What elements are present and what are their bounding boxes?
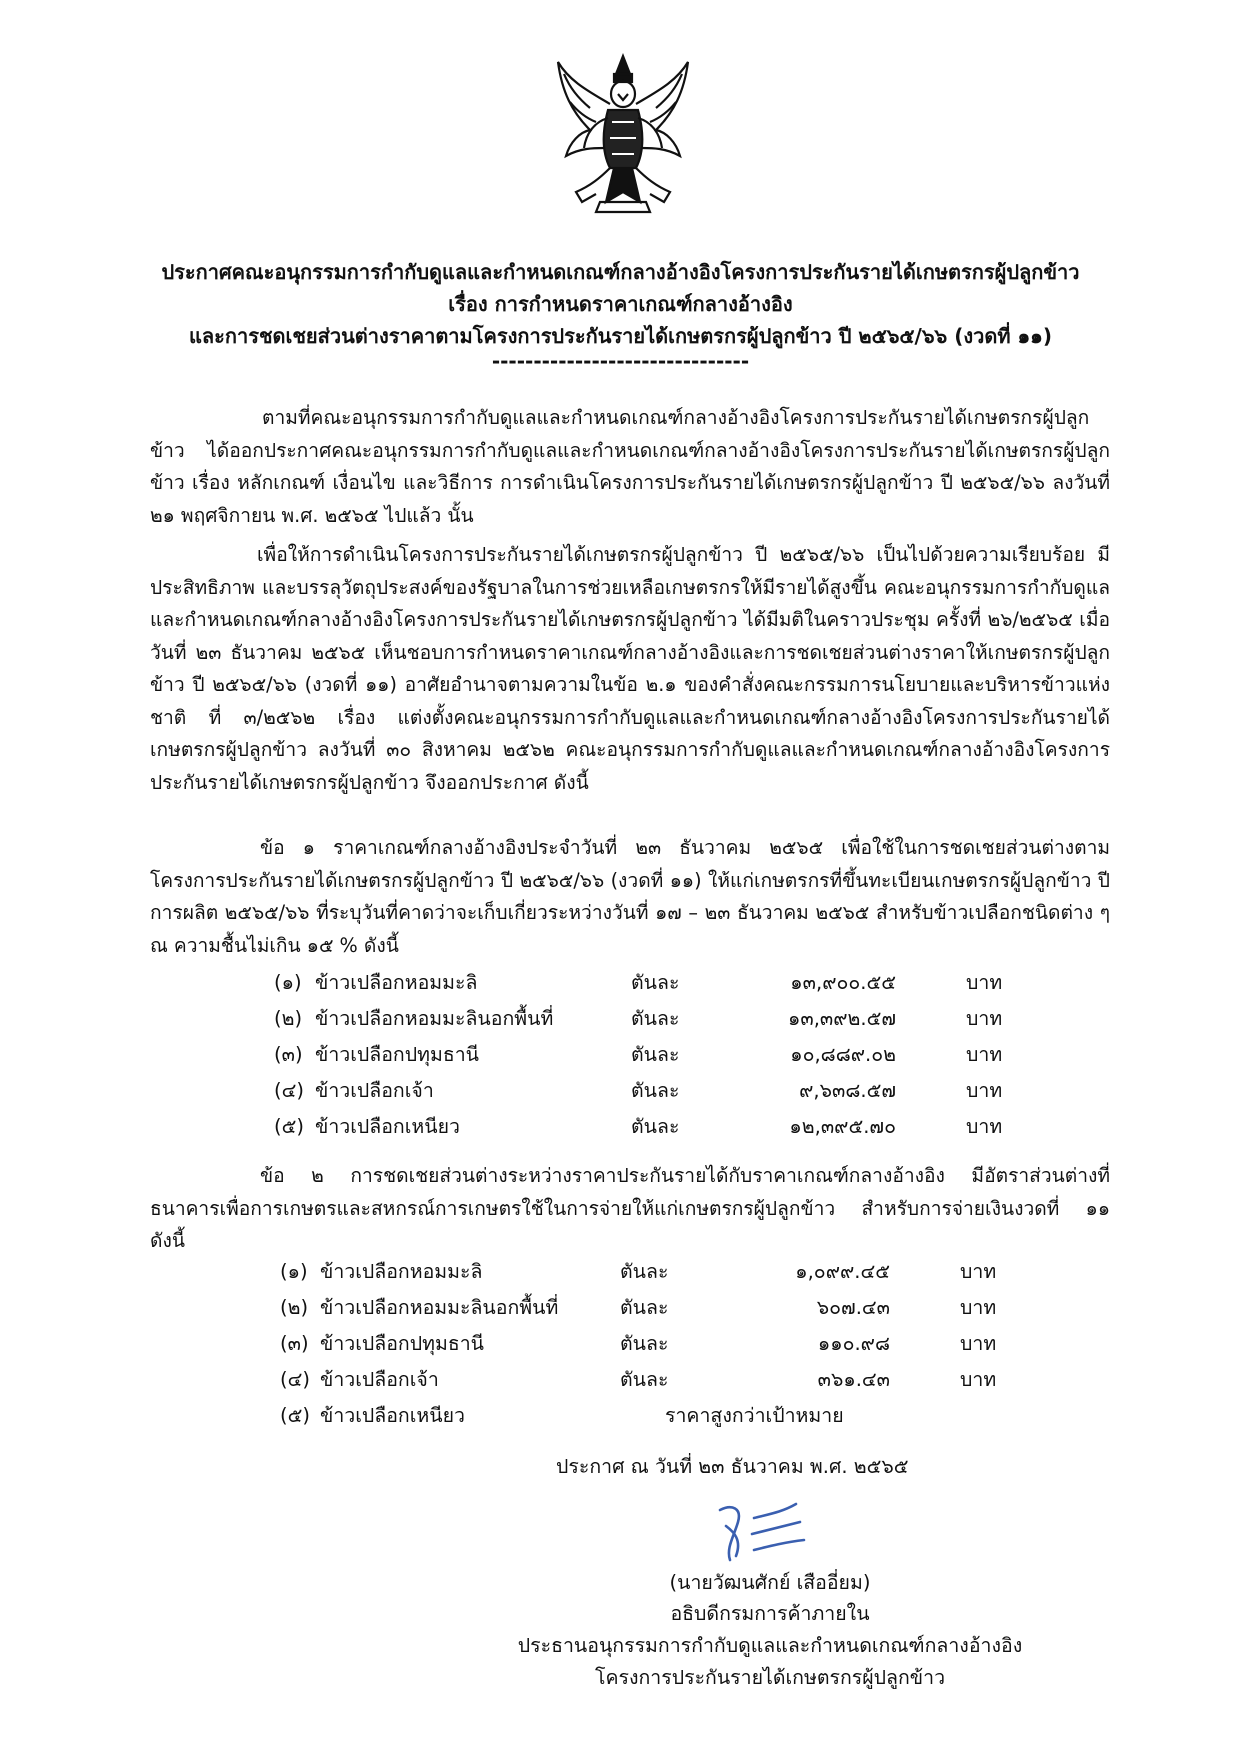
unit-label: ตันละ xyxy=(620,1260,669,1283)
price-value: ๑๑๐.๙๘ xyxy=(817,1332,890,1355)
rice-type: ข้าวเปลือกเจ้า xyxy=(320,1368,439,1391)
currency-label: บาท xyxy=(966,1079,1003,1102)
paragraph-2: เพื่อให้การดำเนินโครงการประกันรายได้เกษตรกรผู้ปลูกข้าว ปี ๒๕๖๕/๖๖ เป็นไปด้วยความเรียบร้อย มีประสิทธิภาพ และบรรลุวัตถุประสงค์ของรัฐบาลในการช่วยเหลือเกษตรกรให้มีรายได้สูงขึ้น คณะอนุกรรมการกำกับดูแลและกำหนดเกณฑ์กลางอ้างอิงโครงการประกันรายได้เกษตรกรผู้ปลูกข้าว ได้มีมติในคราวประชุม ครั้งที่ ๒๖/๒๕๖๕ เมื่อวันที่ ๒๓ ธันวาคม ๒๕๖๕ เห็นชอบการกำหนดราคาเกณฑ์กลางอ้างอิงและการชดเชยส่วนต่างราคาให้เกษตรกรผู้ปลูกข้าว ปี ๒๕๖๕/๖๖ (งวดที่ ๑๑) อาศัยอำนาจตามความในข้อ ๒.๑ ของคำสั่งคณะกรรมการนโยบายและบริหารข้าวแห่งชาติ ที่ ๓/๒๕๖๒ เรื่อง แต่งตั้งคณะอนุกรรมการกำกับดูแลและกำหนดเกณฑ์กลางอ้างอิงโครงการประกันรายได้เกษตรกรผู้ปลูกข้าว ลงวันที่ ๓๐ สิงหาคม ๒๕๖๒ คณะอนุกรรมการกำกับดูแลและกำหนดเกณฑ์กลางอ้างอิงโครงการประกันรายได้เกษตรกรผู้ปลูกข้าว จึงออกประกาศ ดังนี้ xyxy=(150,543,1110,794)
title-line-2: เรื่อง การกำหนดราคาเกณฑ์กลางอ้างอิง xyxy=(448,292,793,316)
unit-label: ตันละ xyxy=(620,1332,669,1355)
rice-type: ข้าวเปลือกหอมมะลินอกพื้นที่ xyxy=(320,1296,559,1319)
row-index: (๑) xyxy=(274,971,302,994)
price-value: ๑๓,๙๐๐.๕๕ xyxy=(790,971,896,994)
rice-type: ข้าวเปลือกปทุมธานี xyxy=(320,1332,485,1355)
currency-label: บาท xyxy=(966,1115,1003,1138)
currency-label: บาท xyxy=(966,971,1003,994)
title-line-1: ประกาศคณะอนุกรรมการกำกับดูแลและกำหนดเกณฑ์กลางอ้างอิงโครงการประกันรายได้เกษตรกรผู้ปลูกข้าว xyxy=(161,260,1080,284)
currency-label: บาท xyxy=(960,1368,997,1391)
paragraph-3-clause-1: ข้อ ๑ ราคาเกณฑ์กลางอ้างอิงประจำวันที่ ๒๓ ธันวาคม ๒๕๖๕ เพื่อใช้ในการชดเชยส่วนต่างตามโครงการประกันรายได้เกษตรกรผู้ปลูกข้าว ปี ๒๕๖๕/๖๖ (งวดที่ ๑๑) ให้แก่เกษตรกรที่ขึ้นทะเบียนเกษตรกรผู้ปลูกข้าว ปีการผลิต ๒๕๖๕/๖๖ ที่ระบุวันที่คาดว่าจะเก็บเกี่ยวระหว่างวันที่ ๑๗ – ๒๓ ธันวาคม ๒๕๖๕ สำหรับข้าวเปลือกชนิดต่าง ๆ ณ ความชื้นไม่เกิน ๑๕ % ดังนี้ xyxy=(150,836,1110,957)
currency-label: บาท xyxy=(960,1332,997,1355)
currency-label: บาท xyxy=(966,1007,1003,1030)
unit-label: ตันละ xyxy=(620,1296,669,1319)
rice-type: ข้าวเปลือกเจ้า xyxy=(315,1079,434,1102)
announcement-date: ประกาศ ณ วันที่ ๒๓ ธันวาคม พ.ศ. ๒๕๖๕ xyxy=(556,1455,909,1478)
row-index: (๔) xyxy=(274,1079,304,1102)
row-index: (๔) xyxy=(280,1368,310,1391)
rice-type: ข้าวเปลือกเหนียว xyxy=(315,1115,460,1138)
signer-name: (นายวัฒนศักย์ เสืออี่ยม) xyxy=(669,1571,871,1594)
rice-type: ข้าวเปลือกเหนียว xyxy=(320,1404,465,1427)
price-value: ๑๐,๘๘๙.๐๒ xyxy=(790,1043,896,1066)
unit-label: ตันละ xyxy=(631,971,680,994)
row-index: (๕) xyxy=(280,1404,310,1427)
title-line-3: และการชดเชยส่วนต่างราคาตามโครงการประกันรายได้เกษตรกรผู้ปลูกข้าว ปี ๒๕๖๕/๖๖ (งวดที่ ๑๑) xyxy=(188,324,1052,348)
price-value: ๓๖๑.๔๓ xyxy=(817,1368,890,1391)
signer-position-1: อธิบดีกรมการค้าภายใน xyxy=(670,1602,870,1625)
price-value: ๙,๖๓๘.๕๗ xyxy=(799,1079,896,1102)
signer-position-3: โครงการประกันรายได้เกษตรกรผู้ปลูกข้าว xyxy=(594,1666,946,1689)
row-index: (๑) xyxy=(280,1260,308,1283)
price-value: ๖๐๗.๔๓ xyxy=(816,1296,890,1319)
note-text: ราคาสูงกว่าเป้าหมาย xyxy=(665,1404,844,1427)
currency-label: บาท xyxy=(960,1260,997,1283)
paragraph-1: ตามที่คณะอนุกรรมการกำกับดูแลและกำหนดเกณฑ์กลางอ้างอิงโครงการประกันรายได้เกษตรกรผู้ปลูกข้าว ได้ออกประกาศคณะอนุกรรมการกำกับดูแลและกำหนดเกณฑ์กลางอ้างอิงโครงการประกันรายได้เกษตรกรผู้ปลูกข้าว เรื่อง หลักเกณฑ์ เงื่อนไข และวิธีการ การดำเนินโครงการประกันรายได้เกษตรกรผู้ปลูกข้าว ปี ๒๕๖๕/๖๖ ลงวันที่ ๒๑ พฤศจิกายน พ.ศ. ๒๕๖๕ ไปแล้ว นั้น xyxy=(150,406,1110,527)
rice-type: ข้าวเปลือกปทุมธานี xyxy=(315,1043,480,1066)
row-index: (๓) xyxy=(280,1332,309,1355)
row-index: (๒) xyxy=(274,1007,303,1030)
currency-label: บาท xyxy=(966,1043,1003,1066)
unit-label: ตันละ xyxy=(631,1115,680,1138)
title-separator: ------------------------------- xyxy=(491,349,750,373)
unit-label: ตันละ xyxy=(631,1043,680,1066)
garuda-emblem-icon xyxy=(550,52,696,217)
price-value: ๑๓,๓๙๒.๕๗ xyxy=(788,1007,896,1030)
currency-label: บาท xyxy=(960,1296,997,1319)
unit-label: ตันละ xyxy=(620,1368,669,1391)
signer-position-2: ประธานอนุกรรมการกำกับดูแลและกำหนดเกณฑ์กลางอ้างอิง xyxy=(517,1634,1023,1657)
rice-type: ข้าวเปลือกหอมมะลินอกพื้นที่ xyxy=(315,1007,554,1030)
price-value: ๑,๐๙๙.๔๕ xyxy=(795,1260,890,1283)
price-value: ๑๒,๓๙๕.๗๐ xyxy=(789,1115,896,1138)
unit-label: ตันละ xyxy=(631,1007,680,1030)
paragraph-4-clause-2: ข้อ ๒ การชดเชยส่วนต่างระหว่างราคาประกันรายได้กับราคาเกณฑ์กลางอ้างอิง มีอัตราส่วนต่างที่ธนาคารเพื่อการเกษตรและสหกรณ์การเกษตรใช้ในการจ่ายให้แก่เกษตรกรผู้ปลูกข้าว สำหรับการจ่ายเงินงวดที่ ๑๑ ดังนี้ xyxy=(150,1164,1110,1252)
handwritten-signature-icon xyxy=(712,1496,812,1566)
unit-label: ตันละ xyxy=(631,1079,680,1102)
row-index: (๕) xyxy=(274,1115,304,1138)
rice-type: ข้าวเปลือกหอมมะลิ xyxy=(315,971,478,994)
row-index: (๒) xyxy=(280,1296,309,1319)
rice-type: ข้าวเปลือกหอมมะลิ xyxy=(320,1260,483,1283)
row-index: (๓) xyxy=(274,1043,303,1066)
